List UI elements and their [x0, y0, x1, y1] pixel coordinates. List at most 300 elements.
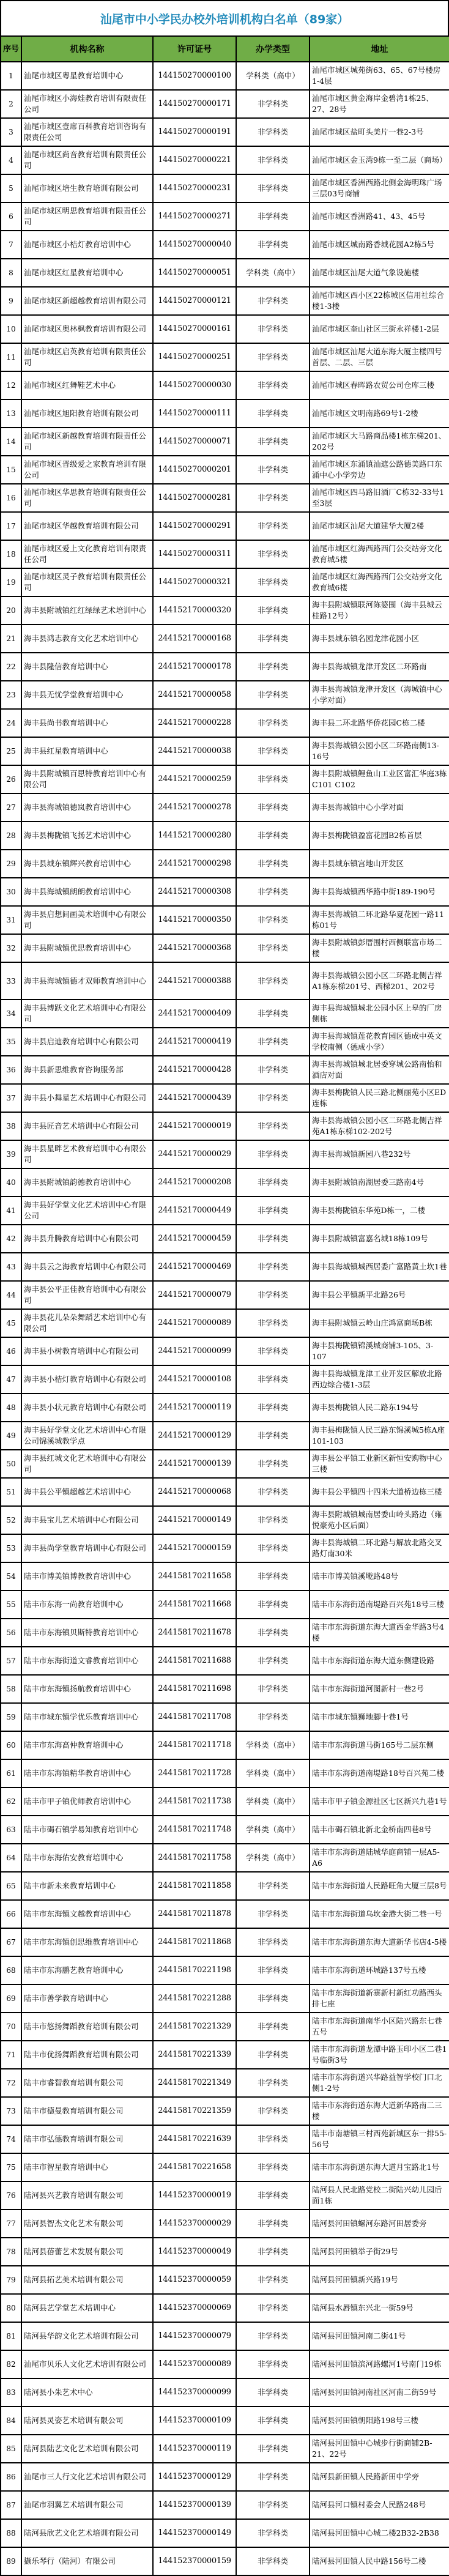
- cell-seq: 54: [1, 1562, 21, 1591]
- cell-address: [310, 2350, 449, 2378]
- address-text: 陆河县河田镇朝阳路198号三楼: [312, 2416, 418, 2425]
- table-row: [1, 1703, 449, 1731]
- address-text: 陆河县河田镇滨河路螺河1号南门19栋: [312, 2359, 442, 2369]
- cell-school-type: 非学科类: [236, 2266, 310, 2294]
- address-text: 汕尾市城区汕尾大道气象设施楼: [312, 268, 420, 277]
- table-row: [1, 343, 449, 371]
- cell-seq: 70: [1, 2013, 21, 2041]
- cell-institution-name: 陆丰市弘德教育培训有限公司: [21, 2125, 153, 2153]
- cell-address: [310, 1562, 449, 1591]
- cell-license-number: 144152370000079: [153, 2322, 236, 2350]
- cell-license-number: 244158170221198: [153, 1956, 236, 1984]
- table-row: [1, 428, 449, 456]
- cell-seq: 4: [1, 146, 21, 174]
- cell-license-number: 244158170211708: [153, 1703, 236, 1731]
- cell-license-number: 244152170000019: [153, 1112, 236, 1140]
- cell-seq: 34: [1, 1000, 21, 1028]
- table-row: [1, 1872, 449, 1900]
- cell-address: [310, 1816, 449, 1844]
- cell-address: [310, 1787, 449, 1816]
- cell-address: [310, 2210, 449, 2238]
- cell-license-number: 244158170211858: [153, 1872, 236, 1900]
- table-row: [1, 2153, 449, 2181]
- cell-institution-name: 陆河县华韵文化艺术培训有限公司: [21, 2322, 153, 2350]
- cell-institution-name: 海丰县小桔灯教育培训中心有限公司: [21, 1365, 153, 1394]
- cell-institution-name: 陆丰市东海镇文越教育培训中心: [21, 1900, 153, 1928]
- cell-seq: 20: [1, 596, 21, 625]
- cell-school-type: 非学科类: [236, 1872, 310, 1900]
- cell-license-number: 244158170211698: [153, 1675, 236, 1703]
- cell-seq: 71: [1, 2041, 21, 2069]
- whitelist-table: [0, 35, 449, 2576]
- cell-seq: 40: [1, 1168, 21, 1197]
- cell-institution-name: 汕尾市城区华思教育培训有限责任公司: [21, 484, 153, 512]
- table-row: [1, 2463, 449, 2491]
- cell-address: [310, 1337, 449, 1365]
- cell-license-number: 244152170000149: [153, 1506, 236, 1534]
- table-row: [1, 1197, 449, 1225]
- cell-seq: 89: [1, 2547, 21, 2575]
- cell-license-number: 144150270000030: [153, 371, 236, 399]
- cell-address: [310, 259, 449, 287]
- cell-seq: 31: [1, 906, 21, 934]
- cell-seq: 23: [1, 681, 21, 709]
- table-row: [1, 2350, 449, 2378]
- cell-institution-name: 海丰县云之海教育培训中心有限公司: [21, 1253, 153, 1281]
- cell-seq: 82: [1, 2350, 21, 2378]
- cell-address: [310, 962, 449, 1000]
- cell-license-number: 144152370000059: [153, 2266, 236, 2294]
- table-row: [1, 1844, 449, 1872]
- cell-license-number: 244152170000409: [153, 1000, 236, 1028]
- table-row: [1, 399, 449, 428]
- table-row: [1, 118, 449, 146]
- address-text: 海丰县二环北路华侨花园C栋二楼: [312, 718, 425, 727]
- column-header-type: 办学类型: [236, 36, 310, 62]
- cell-school-type: 非学科类: [236, 1900, 310, 1928]
- table-row: [1, 512, 449, 540]
- address-text: 汕尾市城区香洲西路北侧金海明珠广场三层03号商铺: [312, 178, 442, 198]
- cell-seq: 13: [1, 399, 21, 428]
- address-text: 海丰县附城镇鲤鱼山工业区富汇华庭3栋C101 C102: [312, 769, 447, 789]
- cell-address: [310, 765, 449, 793]
- cell-institution-name: 汕尾市城区灵子教育培训有限责任公司: [21, 568, 153, 596]
- address-text: 汕尾市城区大马路商品楼1栋东梯201、202号: [312, 431, 447, 451]
- cell-address: [310, 2519, 449, 2547]
- table-row: [1, 146, 449, 174]
- cell-seq: 26: [1, 765, 21, 793]
- cell-license-number: 244152170000208: [153, 1168, 236, 1197]
- cell-seq: 7: [1, 231, 21, 259]
- table-row: [1, 2407, 449, 2435]
- address-text: 海丰县城东镇名园龙津花园小区: [312, 634, 420, 643]
- cell-school-type: 非学科类: [236, 540, 310, 568]
- address-text: 陆丰市东海街道南华小区陆兴路东七巷五号: [312, 2016, 442, 2036]
- column-header-address: 地址: [310, 36, 449, 62]
- table-row: [1, 850, 449, 878]
- cell-address: [310, 1084, 449, 1112]
- cell-address: [310, 287, 449, 315]
- cell-school-type: 非学科类: [236, 512, 310, 540]
- cell-address: [310, 1140, 449, 1168]
- table-row: [1, 1956, 449, 1984]
- cell-school-type: 非学科类: [236, 1028, 310, 1056]
- column-header-license: 许可证号: [153, 36, 236, 62]
- cell-institution-name: 海丰县无忧学堂教育培训中心: [21, 681, 153, 709]
- address-text: 海丰县海城镇二环北路华夏花园一路11栋01号: [312, 910, 444, 930]
- address-text: 海丰县海城镇公园小区二环路北侧吉祥苑A1栋东梯102-202号: [312, 1116, 442, 1136]
- cell-license-number: 144152370000109: [153, 2407, 236, 2435]
- cell-institution-name: 海丰县海城镇朗朗教育培训中心: [21, 878, 153, 906]
- cell-school-type: 非学科类: [236, 1534, 310, 1562]
- table-row: [1, 1534, 449, 1562]
- cell-institution-name: 陆河县艺学堂艺术培训中心: [21, 2294, 153, 2322]
- cell-school-type: 非学科类: [236, 1112, 310, 1140]
- cell-institution-name: 汕尾市城区晋级爱之家教育培训有限公司: [21, 456, 153, 484]
- cell-school-type: 非学科类: [236, 1253, 310, 1281]
- table-row: [1, 1928, 449, 1956]
- cell-institution-name: 海丰县小树教育培训中心有限公司: [21, 1337, 153, 1365]
- cell-seq: 33: [1, 962, 21, 1000]
- cell-address: [310, 1928, 449, 1956]
- cell-address: [310, 906, 449, 934]
- cell-license-number: 144152370000029: [153, 2210, 236, 2238]
- table-row: [1, 1675, 449, 1703]
- cell-address: [310, 90, 449, 118]
- address-text: 海丰县海城镇公园小区二环路北侧吉祥A1栋东梯201号、西梯201、202号: [312, 970, 442, 991]
- address-text: 陆丰市东海街道南堤路百兴苑18号三楼: [312, 1600, 444, 1609]
- cell-license-number: 244152170000178: [153, 653, 236, 681]
- cell-institution-name: 海丰县尚书教育培训中心: [21, 709, 153, 737]
- cell-institution-name: 海丰县升腾教育培训中心有限公司: [21, 1225, 153, 1253]
- cell-institution-name: 陆丰市睿智教育培训有限公司: [21, 2069, 153, 2097]
- cell-seq: 9: [1, 287, 21, 315]
- address-text: 海丰县海城镇龙津开发区二环路南: [312, 662, 427, 671]
- address-text: 汕尾市城区红海西路西门公交站旁文化教育城6楼: [312, 572, 442, 592]
- table-row: [1, 2491, 449, 2519]
- cell-seq: 2: [1, 90, 21, 118]
- cell-institution-name: 汕尾市城区明思教育培训有限责任公司: [21, 202, 153, 231]
- cell-school-type: 非学科类: [236, 709, 310, 737]
- cell-seq: 77: [1, 2210, 21, 2238]
- address-text: 陆河县河田镇中心城步行街商铺2B-21、22号: [312, 2438, 432, 2459]
- table-row: [1, 625, 449, 653]
- cell-institution-name: 陆丰市东海镇创思维教育培训中心: [21, 1928, 153, 1956]
- address-text: 海丰县梅陇镇人民二路东194号: [312, 1403, 418, 1412]
- cell-license-number: 244152170000058: [153, 681, 236, 709]
- cell-institution-name: 汕尾市城区爱上文化教育培训有限责任公司: [21, 540, 153, 568]
- cell-seq: 27: [1, 793, 21, 822]
- cell-license-number: 144150270000201: [153, 456, 236, 484]
- address-text: 陆丰市东海街道乌坎金港大街二巷一号: [312, 1909, 442, 1918]
- cell-school-type: 非学科类: [236, 287, 310, 315]
- cell-license-number: 144150270000231: [153, 174, 236, 202]
- table-row: [1, 2181, 449, 2210]
- address-text: 陆河县河田镇螺河东路河田居委旁: [312, 2219, 427, 2228]
- address-text: 陆河县河田镇新兴路19号: [312, 2275, 398, 2284]
- cell-seq: 39: [1, 1140, 21, 1168]
- cell-address: [310, 1956, 449, 1984]
- cell-address: [310, 1534, 449, 1562]
- address-text: 汕尾市城区红海西路西门公交站旁文化教育城5楼: [312, 544, 442, 564]
- address-text: 陆河县水唇镇东兴北一街59号: [312, 2303, 414, 2312]
- cell-license-number: 144152370000119: [153, 2435, 236, 2463]
- cell-address: [310, 1450, 449, 1478]
- address-text: 海丰县附城镇富嘉名城18栋109号: [312, 1234, 428, 1243]
- table-row: [1, 2097, 449, 2125]
- address-text: 陆丰市东海街道马街165号二层东侧: [312, 1740, 434, 1750]
- cell-address: [310, 2153, 449, 2181]
- cell-institution-name: 海丰县鸿志教育文化艺术培训中心: [21, 625, 153, 653]
- cell-license-number: 244152170000449: [153, 1197, 236, 1225]
- cell-seq: 58: [1, 1675, 21, 1703]
- cell-seq: 35: [1, 1028, 21, 1056]
- cell-school-type: 非学科类: [236, 456, 310, 484]
- cell-license-number: 244152170000079: [153, 1281, 236, 1309]
- address-text: 陆丰市东海街道环城路137号五楼: [312, 1965, 426, 1975]
- address-text: 海丰县梅陇镇东华苑D栋一，二楼: [312, 1206, 426, 1215]
- cell-seq: 81: [1, 2322, 21, 2350]
- cell-seq: 56: [1, 1619, 21, 1647]
- cell-address: [310, 231, 449, 259]
- table-row: [1, 2210, 449, 2238]
- address-text: 海丰县海城镇公园小区二环路南侧13-16号: [312, 741, 439, 761]
- cell-school-type: 非学科类: [236, 822, 310, 850]
- cell-institution-name: 陆河县智杰文化艺术有限公司: [21, 2210, 153, 2238]
- cell-seq: 53: [1, 1534, 21, 1562]
- address-text: 海丰县公平镇新平北路26号: [312, 1290, 406, 1299]
- cell-license-number: 244152170000439: [153, 1084, 236, 1112]
- address-text: 汕尾市城区金玉湾9栋一至二层（商场）: [312, 155, 447, 165]
- table-row: [1, 906, 449, 934]
- table-row: [1, 1365, 449, 1394]
- cell-institution-name: 陆丰市东海佑安教育培训中心: [21, 1844, 153, 1872]
- cell-school-type: 非学科类: [236, 1140, 310, 1168]
- cell-institution-name: 汕尾市城区华越教育培训有限公司: [21, 512, 153, 540]
- cell-institution-name: 海丰县附城镇优思教育培训中心: [21, 934, 153, 962]
- cell-school-type: 非学科类: [236, 1956, 310, 1984]
- cell-school-type: 非学科类: [236, 2238, 310, 2266]
- table-row: [1, 1619, 449, 1647]
- cell-address: [310, 2322, 449, 2350]
- cell-address: [310, 878, 449, 906]
- table-row: [1, 1591, 449, 1619]
- cell-license-number: 144150270000321: [153, 568, 236, 596]
- cell-school-type: 非学科类: [236, 681, 310, 709]
- cell-school-type: 非学科类: [236, 174, 310, 202]
- address-text: 汕尾市城区文明南路69号1-2楼: [312, 409, 418, 418]
- cell-license-number: 244158170211728: [153, 1759, 236, 1787]
- cell-school-type: 非学科类: [236, 793, 310, 822]
- table-row: [1, 2266, 449, 2294]
- cell-school-type: 非学科类: [236, 146, 310, 174]
- cell-seq: 83: [1, 2378, 21, 2407]
- cell-address: [310, 202, 449, 231]
- table-row: [1, 1506, 449, 1534]
- cell-address: [310, 1984, 449, 2013]
- cell-seq: 85: [1, 2435, 21, 2463]
- cell-address: [310, 737, 449, 765]
- cell-address: [310, 2407, 449, 2435]
- cell-seq: 44: [1, 1281, 21, 1309]
- cell-license-number: 144152370000139: [153, 2491, 236, 2519]
- address-text: 陆丰市东海街道南堤路18号百兴苑二楼: [312, 1769, 444, 1778]
- column-header-name: 机构名称: [21, 36, 153, 62]
- table-row: [1, 1562, 449, 1591]
- cell-address: [310, 1703, 449, 1731]
- cell-license-number: 244152170000139: [153, 1450, 236, 1478]
- cell-address: [310, 62, 449, 90]
- table-row: [1, 1028, 449, 1056]
- cell-seq: 24: [1, 709, 21, 737]
- cell-institution-name: 海丰县尚学堂教育培训中心有限公司: [21, 1534, 153, 1562]
- cell-school-type: 非学科类: [236, 2013, 310, 2041]
- cell-institution-name: 海丰县隆信教育培训中心: [21, 653, 153, 681]
- cell-seq: 55: [1, 1591, 21, 1619]
- cell-license-number: 144150270000171: [153, 90, 236, 118]
- cell-school-type: 学科类（高中）: [236, 1844, 310, 1872]
- cell-address: [310, 146, 449, 174]
- cell-license-number: 244152170000259: [153, 765, 236, 793]
- cell-institution-name: 陆河县小朱艺术中心: [21, 2378, 153, 2407]
- cell-address: [310, 1309, 449, 1337]
- cell-school-type: 非学科类: [236, 2350, 310, 2378]
- cell-address: [310, 371, 449, 399]
- cell-seq: 63: [1, 1816, 21, 1844]
- address-text: 陆丰市东海街道东海大道西金华路3号4楼: [312, 1622, 444, 1642]
- cell-school-type: 非学科类: [236, 2069, 310, 2097]
- cell-school-type: 学科类（高中）: [236, 1816, 310, 1844]
- cell-institution-name: 海丰县公平镇超越艺术培训中心: [21, 1478, 153, 1506]
- cell-institution-name: 汕尾市城区壹席百科教育培训咨询有限责任公司: [21, 118, 153, 146]
- cell-address: [310, 1759, 449, 1787]
- cell-institution-name: 汕尾市城区新越教育培训有限责任公司: [21, 428, 153, 456]
- cell-address: [310, 568, 449, 596]
- cell-school-type: 非学科类: [236, 1478, 310, 1506]
- address-text: 海丰县城东镇宫地山开发区: [312, 859, 404, 868]
- address-text: 陆丰市东海街道新寨新村新红功路西头排七座: [312, 1988, 442, 2008]
- cell-seq: 74: [1, 2125, 21, 2153]
- cell-institution-name: 海丰县红城文化艺术培训中心有限公司: [21, 1450, 153, 1478]
- cell-license-number: 244152170000228: [153, 709, 236, 737]
- cell-school-type: 非学科类: [236, 906, 310, 934]
- cell-license-number: 144150270000221: [153, 146, 236, 174]
- table-row: [1, 934, 449, 962]
- address-text: 海丰县梅陇镇盈富花园B2栋首层: [312, 831, 422, 840]
- cell-seq: 6: [1, 202, 21, 231]
- cell-license-number: 144150270000291: [153, 512, 236, 540]
- address-text: 陆河县河田镇河南二街41号: [312, 2331, 406, 2340]
- cell-institution-name: 海丰县星畔艺术教育培训中心有限公司: [21, 1140, 153, 1168]
- address-text: 陆丰市甲子镇金源社区七区新兴九巷1号: [312, 1797, 447, 1806]
- cell-seq: 50: [1, 1450, 21, 1478]
- address-text: 陆河县河口镇村委会人民路248号: [312, 2500, 426, 2509]
- cell-institution-name: 陆丰市东海鹏艺教育培训中心: [21, 1956, 153, 1984]
- cell-school-type: 非学科类: [236, 1422, 310, 1450]
- table-row: [1, 1759, 449, 1787]
- address-text: 陆河县河田镇中心城二楼2B32-2B38: [312, 2528, 439, 2537]
- address-text: 陆丰市南塘镇三村西苑新城区东一排55-56号: [312, 2129, 447, 2149]
- cell-address: [310, 596, 449, 625]
- cell-seq: 68: [1, 1956, 21, 1984]
- cell-address: [310, 625, 449, 653]
- cell-license-number: 244152170000108: [153, 1365, 236, 1394]
- cell-institution-name: 汕尾市贝乐人文化艺术培训有限公司: [21, 2350, 153, 2378]
- address-text: 海丰县附城镇彭厝围村西侧联富市场二楼: [312, 938, 442, 958]
- table-row: [1, 62, 449, 90]
- cell-address: [310, 1506, 449, 1534]
- cell-seq: 60: [1, 1731, 21, 1759]
- cell-institution-name: 海丰县新思维教育咨询服务部: [21, 1056, 153, 1084]
- table-row: [1, 287, 449, 315]
- address-text: 海丰县海城镇新园八巷232号: [312, 1149, 411, 1159]
- table-row: [1, 174, 449, 202]
- cell-seq: 1: [1, 62, 21, 90]
- cell-institution-name: 陆丰市东海街道文睿教育培训中心: [21, 1647, 153, 1675]
- table-row: [1, 1731, 449, 1759]
- cell-address: [310, 2491, 449, 2519]
- table-row: [1, 1816, 449, 1844]
- cell-address: [310, 1422, 449, 1450]
- cell-seq: 59: [1, 1703, 21, 1731]
- address-text: 陆河县河田镇举子街29号: [312, 2247, 398, 2256]
- table-row: [1, 1140, 449, 1168]
- cell-license-number: 244158170211678: [153, 1619, 236, 1647]
- cell-institution-name: 陆河县兴艺教育培训有限公司: [21, 2181, 153, 2210]
- cell-address: [310, 2069, 449, 2097]
- cell-license-number: 244158170211668: [153, 1591, 236, 1619]
- cell-license-number: 244152170000129: [153, 1422, 236, 1450]
- table-row: [1, 202, 449, 231]
- cell-address: [310, 2181, 449, 2210]
- cell-address: [310, 1647, 449, 1675]
- cell-school-type: 非学科类: [236, 1619, 310, 1647]
- cell-address: [310, 1591, 449, 1619]
- table-row: [1, 737, 449, 765]
- table-row: [1, 1084, 449, 1112]
- cell-license-number: 244152170000068: [153, 1478, 236, 1506]
- cell-address: [310, 1675, 449, 1703]
- address-text: 陆丰市东海街道东海大道新华书店4-5楼: [312, 1937, 447, 1947]
- cell-school-type: 非学科类: [236, 2463, 310, 2491]
- table-row: [1, 2013, 449, 2041]
- cell-institution-name: 海丰县附城镇韵德教育培训中心: [21, 1168, 153, 1197]
- cell-school-type: 非学科类: [236, 315, 310, 343]
- address-text: 汕尾市城区汕尾大道东海大厦主楼四号首层、二层、三层: [312, 347, 442, 367]
- cell-address: [310, 2378, 449, 2407]
- cell-seq: 15: [1, 456, 21, 484]
- table-row: [1, 2435, 449, 2463]
- cell-school-type: 非学科类: [236, 1394, 310, 1422]
- cell-institution-name: 陆河县蓓蕾艺术发展有限公司: [21, 2238, 153, 2266]
- cell-institution-name: 海丰县小状元教育培训中心有限公司: [21, 1394, 153, 1422]
- table-row: [1, 540, 449, 568]
- cell-seq: 52: [1, 1506, 21, 1534]
- cell-school-type: 非学科类: [236, 1562, 310, 1591]
- cell-school-type: 非学科类: [236, 2097, 310, 2125]
- cell-institution-name: 海丰县好学堂文化艺术培训中心有限公司锦溪城教学点: [21, 1422, 153, 1450]
- cell-school-type: 非学科类: [236, 2125, 310, 2153]
- cell-address: [310, 1619, 449, 1647]
- cell-seq: 64: [1, 1844, 21, 1872]
- cell-seq: 67: [1, 1928, 21, 1956]
- cell-seq: 29: [1, 850, 21, 878]
- cell-institution-name: 陆丰市新未来教育培训中心: [21, 1872, 153, 1900]
- cell-institution-name: 陆丰市东海一尚教育培训中心: [21, 1591, 153, 1619]
- cell-address: [310, 681, 449, 709]
- table-row: [1, 259, 449, 287]
- cell-seq: 49: [1, 1422, 21, 1450]
